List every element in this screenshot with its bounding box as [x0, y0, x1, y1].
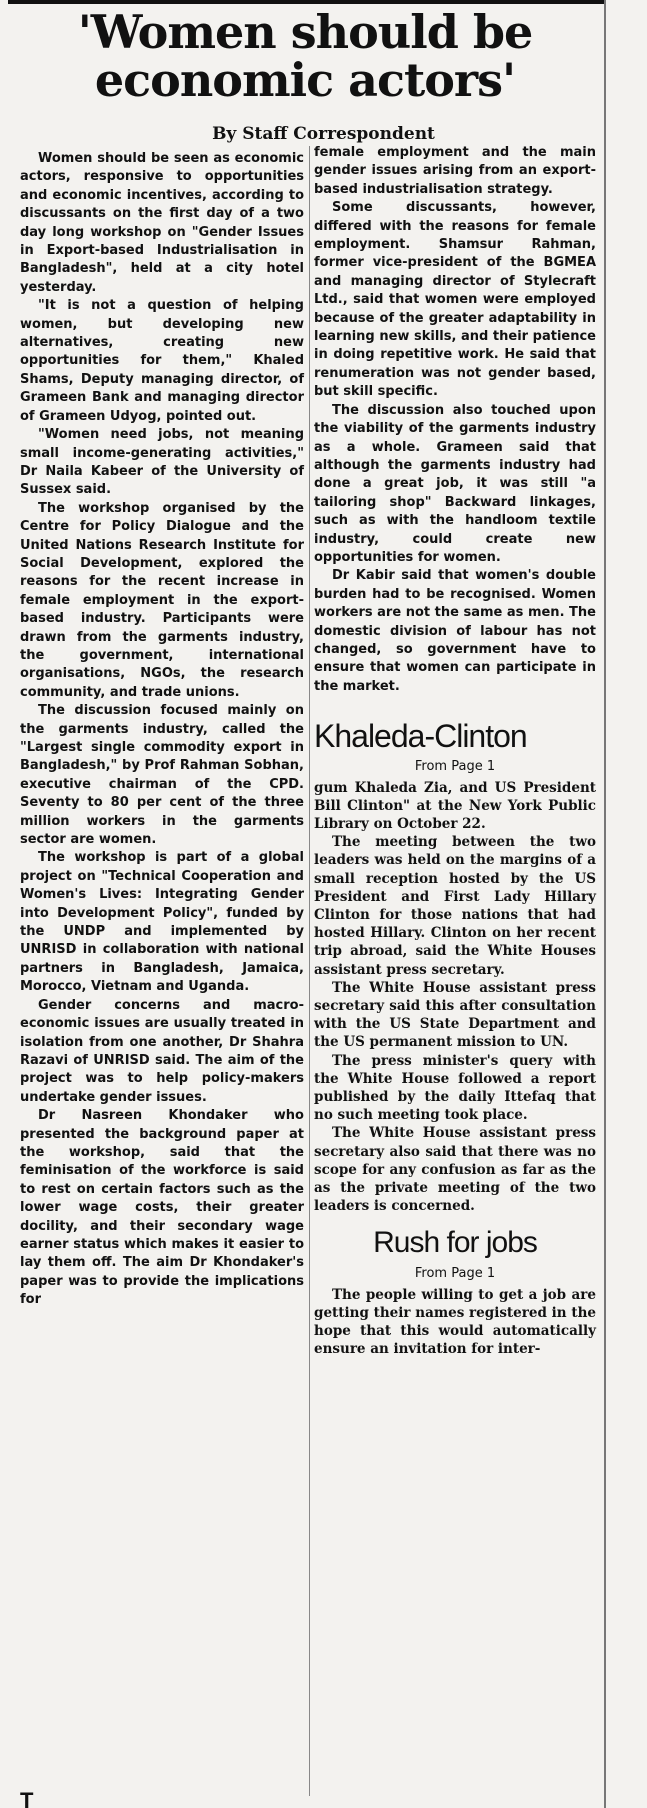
- article-paragraph: The press minister's query with the White House followed a report published by the daily Ittefaq that no such meeting took place.: [314, 1052, 596, 1124]
- article-paragraph: "It is not a question of helping women, but developing new alternatives, creating new opportunities for them," Khaled Shams, Deputy managing director, of Grameen Bank and managing director of Grameen Udyog, pointed out.: [20, 298, 304, 424]
- article-paragraph: The White House assistant press secretary said this after consultation with the US State Department and the US permanent mission to UN.: [314, 979, 596, 1051]
- right-column: [314, 144, 596, 1359]
- article-paragraph: "Women need jobs, not meaning small income-generating activities," Dr Naila Kabeer of the University of Sussex said.: [20, 427, 304, 498]
- page-edge: [604, 0, 606, 1808]
- top-rule: [8, 0, 604, 4]
- left-column: [20, 150, 304, 1310]
- headline: [10, 5, 600, 107]
- headline-line-1: 'Women should be: [77, 5, 533, 59]
- headline-line-2: economic actors': [94, 53, 516, 107]
- article-paragraph: Women should be seen as economic actors, responsive to opportunities and economic incentives, according to discussants on the first day of a two day long workshop on "Gender Issues in Export-based Industrialisation in Bangladesh", held at a city hotel yesterday.: [20, 151, 304, 295]
- article-paragraph: The White House assistant press secretary also said that there was no scope for any confusion as far as the as the private meeting of the two leaders is concerned.: [314, 1125, 596, 1215]
- column-divider: [309, 146, 310, 1796]
- article-paragraph: Dr Nasreen Khondaker who presented the background paper at the workshop, said that the feminisation of the workforce is said to rest on certain factors such as the lower wage costs, their greater docility, and their secondary wage earner status which makes it easier to lay them off. The aim Dr Khondaker's paper was to provide the implications for: [20, 1108, 304, 1308]
- rush-from-page: From Page 1: [414, 1266, 496, 1282]
- article-paragraph: gum Khaleda Zia, and US President Bill Clinton" at the New York Public Library on October 22.: [314, 779, 596, 832]
- article-paragraph: The workshop organised by the Centre for Policy Dialogue and the United Nations Research Institute for Social Development, explored the reasons for the recent increase in female employment in the export-based industry. Participants were drawn from the garments industry, the government, international organisations, NGOs, the research community, and trade unions.: [20, 500, 304, 700]
- rush-for-jobs-heading: Rush for jobs: [373, 1226, 537, 1260]
- article-paragraph: female employment and the main gender issues arising from an export-based industrialisation strategy.: [314, 145, 596, 197]
- cut-off-heading: T: [20, 1790, 34, 1808]
- khaleda-from-page: From Page 1: [414, 759, 496, 775]
- article-paragraph: The discussion also touched upon the viability of the garments industry as a whole. Grameen said that although the garments industry had done a great job, it was still "a tailoring shop" Backward linkages, such as with the handloom textile industry, could create new opportunities for women.: [314, 402, 596, 565]
- article-paragraph: The workshop is part of a global project on "Technical Cooperation and Women's Lives: Integrating Gender into Development Policy", funded by the UNDP and implemented by UNRISD in collaboration with national partners in Bangladesh, Jamaica, Morocco, Vietnam and Uganda.: [20, 850, 304, 995]
- byline: By Staff Correspondent: [212, 124, 435, 144]
- khaleda-clinton-heading: Khaleda-Clinton: [314, 718, 527, 755]
- rush-body: [314, 1286, 596, 1359]
- article-paragraph: Gender concerns and macro-economic issues are usually treated in isolation from one another, Dr Shahra Razavi of UNRISD said. The aim of the project was to help policy-makers undertake gender issues.: [20, 997, 304, 1105]
- article-paragraph: Some discussants, however, differed with the reasons for female employment. Shamsur Rahman, former vice-president of the BGMEA and managing director of Stylecraft Ltd., said that women were employed because of the greater adaptability in learning new skills, and their patience in doing repetitive work. He said that renumeration was not gender based, but skill specific.: [314, 200, 596, 400]
- article-paragraph: The people willing to get a job are getting their names registered in the hope that this would automatically ensure an invitation for inter-: [314, 1286, 596, 1358]
- article-paragraph: The discussion focused mainly on the garments industry, called the "Largest single commodity export in Bangladesh," by Prof Rahman Sobhan, executive chairman of the CPD. Seventy to 80 per cent of the three million workers in the garments sector are women.: [20, 703, 304, 848]
- article-paragraph: The meeting between the two leaders was held on the margins of a small reception hosted by the US President and First Lady Hillary Clinton for those nations that had hosted Hillary. Clinton on her recent trip abroad, said the White Houses assistant press secretary.: [314, 834, 596, 978]
- article-paragraph: Dr Kabir said that women's double burden had to be recognised. Women workers are not the same as men. The domestic division of labour has not changed, so government have to ensure that women can participate in the market.: [314, 568, 596, 694]
- khaleda-body: [314, 779, 596, 1216]
